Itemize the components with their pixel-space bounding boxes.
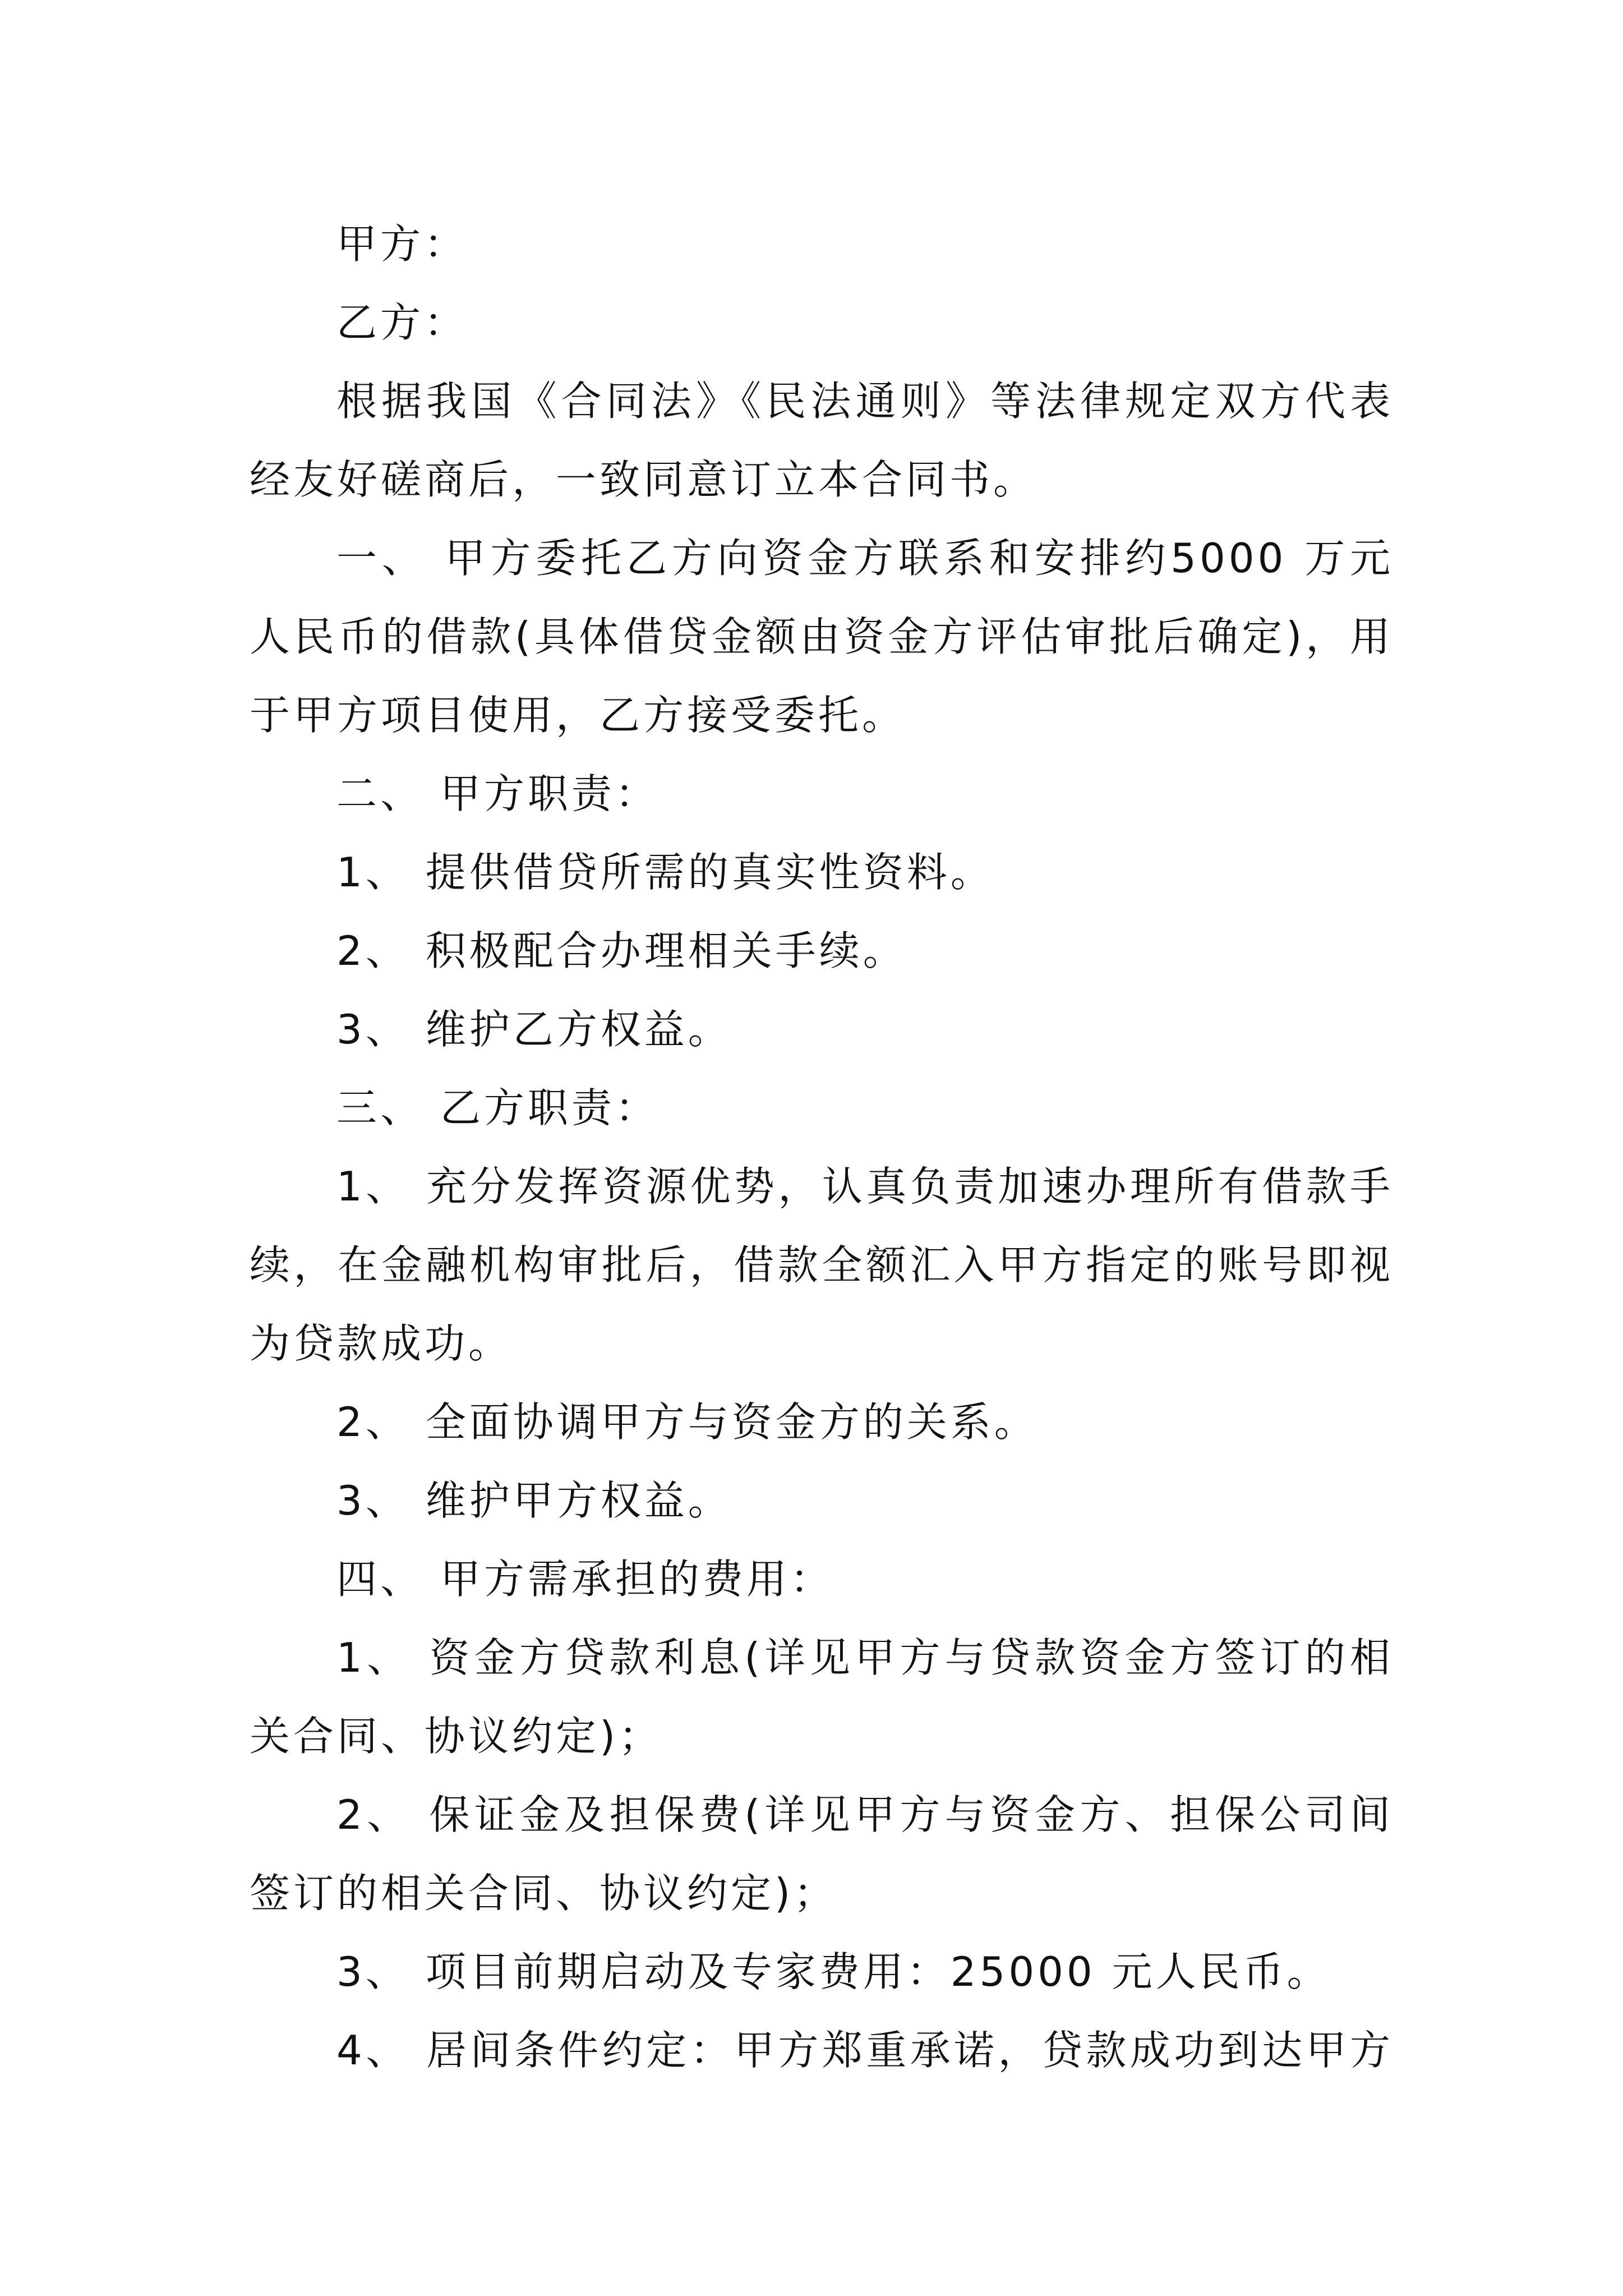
clause-2-item-1: 1、 提供借贷所需的真实性资料。 bbox=[336, 849, 994, 896]
clause-1-line-3: 于甲方项目使用，乙方接受委托。 bbox=[250, 692, 906, 739]
clause-2-item-3: 3、 维护乙方权益。 bbox=[336, 1006, 732, 1053]
clause-4-heading: 四、 甲方需承担的费用： bbox=[336, 1556, 834, 1603]
clause-2-item-2: 2、 积极配合办理相关手续。 bbox=[336, 927, 907, 974]
clause-1-line-2: 人民币的借款(具体借贷金额由资金方评估审批后确定)，用 bbox=[250, 613, 1394, 660]
preamble-line-1: 根据我国《合同法》《民法通则》等法律规定双方代表 bbox=[336, 378, 1394, 425]
clause-3-heading: 三、 乙方职责： bbox=[336, 1084, 659, 1131]
clause-4-item-4-line-1: 4、 居间条件约定：甲方郑重承诺，贷款成功到达甲方 bbox=[336, 2027, 1394, 2074]
clause-4-item-1-line-1: 1、 资金方贷款利息(详见甲方与贷款资金方签订的相 bbox=[336, 1634, 1394, 1681]
clause-3-item-2: 2、 全面协调甲方与资金方的关系。 bbox=[336, 1398, 1038, 1446]
clause-3-item-1-line-2: 续，在金融机构审批后，借款全额汇入甲方指定的账号即视 bbox=[250, 1241, 1394, 1289]
clause-3-item-3: 3、 维护甲方权益。 bbox=[336, 1477, 732, 1524]
clause-4-item-2-line-2: 签订的相关合同、协议约定)； bbox=[250, 1870, 838, 1917]
party-a-label: 甲方： bbox=[336, 220, 468, 268]
clause-3-item-1-line-1: 1、 充分发挥资源优势，认真负责加速办理所有借款手 bbox=[336, 1163, 1394, 1210]
clause-4-item-1-line-2: 关合同、协议约定)； bbox=[250, 1713, 663, 1760]
clause-2-heading: 二、 甲方职责： bbox=[336, 770, 659, 817]
clause-3-item-1-line-3: 为贷款成功。 bbox=[250, 1320, 513, 1367]
clause-4-item-2-line-1: 2、 保证金及担保费(详见甲方与资金方、担保公司间 bbox=[336, 1791, 1394, 1838]
clause-1-line-1: 一、 甲方委托乙方向资金方联系和安排约5000 万元 bbox=[336, 535, 1394, 582]
party-b-label: 乙方： bbox=[336, 299, 468, 346]
clause-4-item-3: 3、 项目前期启动及专家费用：25000 元人民币。 bbox=[336, 1948, 1331, 1995]
preamble-line-2: 经友好磋商后，一致同意订立本合同书。 bbox=[250, 456, 1038, 503]
